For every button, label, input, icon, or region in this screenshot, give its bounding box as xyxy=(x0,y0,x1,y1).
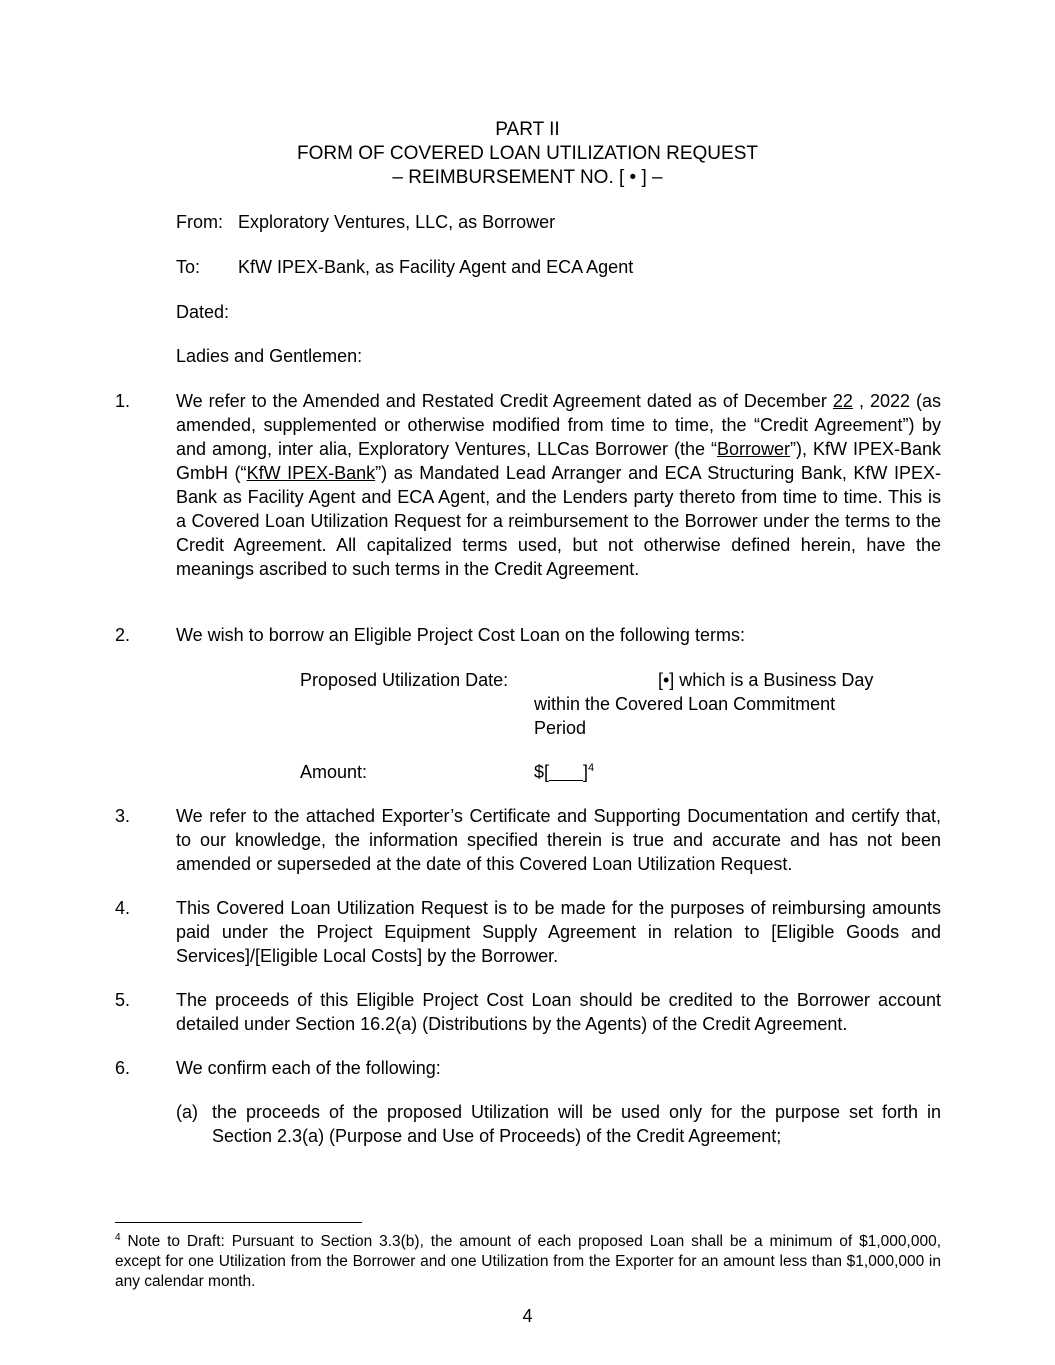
paragraph-6: We confirm each of the following: xyxy=(176,1058,441,1078)
paragraph-4: This Covered Loan Utilization Request is to be made for the purposes of reimbursing amounts paid under the Project Equipment Supply Agreement in relation to [Eligible Goods and Services]/[Eligible Local Costs] by the Borrower. xyxy=(176,898,941,966)
page-number: 4 xyxy=(522,1306,533,1326)
form-title: FORM OF COVERED LOAN UTILIZATION REQUEST xyxy=(297,143,758,164)
paragraph-2-number: 2. xyxy=(115,625,131,645)
reimbursement-subtitle: – REIMBURSEMENT NO. [ • ] – xyxy=(392,167,663,188)
footnote xyxy=(115,1232,941,1292)
paragraph-5-number: 5. xyxy=(115,990,131,1010)
paragraph-4-number: 4. xyxy=(115,898,131,918)
from-label: From: xyxy=(176,212,223,232)
amount-blank xyxy=(549,762,583,781)
paragraph-1-text-b: , 2022 (as amended, supplemented or otherwise modified from time to time, the “Credit Agreement”) by and among, inter alia, Exploratory Ventures, LLCas Borrower (the “ xyxy=(176,391,941,459)
agreement-day: 22 xyxy=(832,391,853,411)
amount-suffix: ] xyxy=(583,762,589,782)
footnote-number: 4 xyxy=(115,1231,121,1243)
utilization-date-value-line-3: Period xyxy=(534,718,587,738)
from-value: Exploratory Ventures, LLC, as Borrower xyxy=(238,212,556,232)
paragraph-1-text-d: ”) as Mandated Lead Arranger and ECA Structuring Bank, KfW IPEX-Bank as Facility Agent and ECA Agent, and the Lenders party thereto from time to time. This is a Covered Loan Utilization Request for a reimbursement to the Borrower under the terms to the Credit Agreement. All capitalized terms used, but not otherwise defined herein, have the meanings ascribed to such terms in the Credit Agreement. xyxy=(176,463,941,579)
subclause-a-label: (a) xyxy=(176,1102,198,1122)
footnote-text: Note to Draft: Pursuant to Section 3.3(b), the amount of each proposed Loan shall be a minimum of $1,000,000, except for one Utilization from the Borrower and one Utilization from the Exporter for an amount less than $1,000,000 in any calendar month. xyxy=(115,1233,941,1290)
utilization-date-value-line-1: [•] which is a Business Day xyxy=(658,670,874,690)
footnote-reference: 4 xyxy=(588,762,595,774)
amount-prefix: $[ xyxy=(534,762,550,782)
to-value: KfW IPEX-Bank, as Facility Agent and ECA Agent xyxy=(238,257,634,277)
utilization-date-label: Proposed Utilization Date: xyxy=(300,670,509,690)
footnote-separator xyxy=(115,1222,362,1223)
paragraph-5: The proceeds of this Eligible Project Cost Loan should be credited to the Borrower account detailed under Section 16.2(a) (Distributions by the Agents) of the Credit Agreement. xyxy=(176,990,941,1034)
paragraph-6-number: 6. xyxy=(115,1058,131,1078)
utilization-date-value-line-2: within the Covered Loan Commitment xyxy=(534,694,836,714)
paragraph-1-text-c: ”), KfW IPEX-Bank GmbH (“ xyxy=(176,439,941,483)
part-heading: PART II xyxy=(495,119,560,140)
borrower-defined-term: Borrower xyxy=(717,439,791,459)
paragraph-2: We wish to borrow an Eligible Project Cost Loan on the following terms: xyxy=(176,625,745,645)
salutation: Ladies and Gentlemen: xyxy=(176,346,363,366)
paragraph-1 xyxy=(176,389,941,581)
dated-label: Dated: xyxy=(176,302,230,322)
subclause-a-text: the proceeds of the proposed Utilization will be used only for the purpose set forth in Section 2.3(a) (Purpose and Use of Proceeds) of the Credit Agreement; xyxy=(212,1102,941,1146)
to-label: To: xyxy=(176,257,201,277)
paragraph-1-text-a: We refer to the Amended and Restated Credit Agreement dated as of December xyxy=(176,391,833,411)
amount-label: Amount: xyxy=(300,762,368,782)
paragraph-1-number: 1. xyxy=(115,391,131,411)
amount-value xyxy=(534,760,594,784)
paragraph-3-number: 3. xyxy=(115,806,131,826)
kfw-defined-term: KfW IPEX-Bank xyxy=(246,463,376,483)
paragraph-3: We refer to the attached Exporter’s Certificate and Supporting Documentation and certify that, to our knowledge, the information specified therein is true and accurate and has not been amended or superseded at the date of this Covered Loan Utilization Request. xyxy=(176,806,941,874)
